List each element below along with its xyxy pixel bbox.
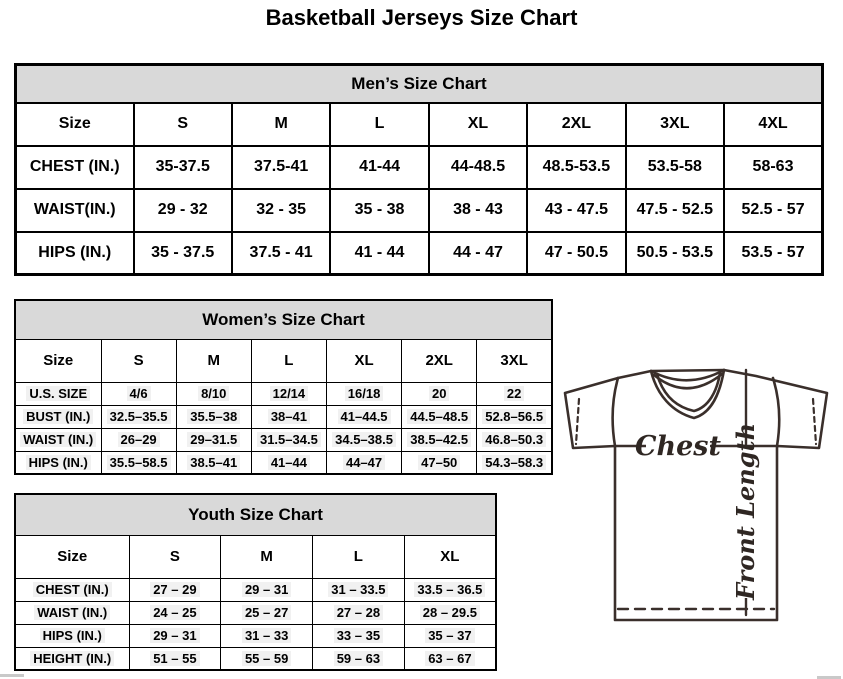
size-value: 59 – 63 [313, 647, 405, 670]
row-label: BUST (IN.) [15, 405, 101, 428]
table-row [15, 647, 496, 670]
youth-size-header-row [15, 535, 496, 578]
size-value: 44.5–48.5 [402, 405, 477, 428]
front-length-measurement-label: Front Length [731, 422, 760, 600]
size-value: 38.5–41 [176, 451, 251, 474]
size-value: 12/14 [251, 382, 326, 405]
size-value: 50.5 - 53.5 [626, 232, 724, 275]
column-header: 2XL [527, 103, 625, 146]
column-header: Size [15, 535, 129, 578]
size-value: 31.5–34.5 [251, 428, 326, 451]
size-value: 4/6 [101, 382, 176, 405]
size-value: 20 [402, 382, 477, 405]
size-value: 58-63 [724, 146, 822, 189]
size-value: 35-37.5 [134, 146, 232, 189]
column-header: S [101, 339, 176, 382]
column-header: 4XL [724, 103, 822, 146]
size-value: 24 – 25 [129, 601, 221, 624]
size-value: 47.5 - 52.5 [626, 189, 724, 232]
mens-chart-title: Men’s Size Chart [16, 65, 823, 103]
youth-chart-title: Youth Size Chart [15, 494, 496, 535]
column-header: XL [326, 339, 401, 382]
size-value: 37.5-41 [232, 146, 330, 189]
scrollbar-fragment-left[interactable] [0, 674, 24, 677]
column-header: XL [429, 103, 527, 146]
size-value: 38–41 [251, 405, 326, 428]
size-value: 29 – 31 [129, 624, 221, 647]
column-header: 3XL [477, 339, 552, 382]
jersey-outline-icon [560, 362, 843, 662]
table-row [15, 428, 552, 451]
size-value: 35 – 37 [404, 624, 496, 647]
size-value: 46.8–50.3 [477, 428, 552, 451]
size-value: 27 – 28 [313, 601, 405, 624]
size-value: 33.5 – 36.5 [404, 578, 496, 601]
size-value: 28 – 29.5 [404, 601, 496, 624]
womens-chart-header-row [15, 300, 552, 339]
chest-measurement-label: Chest [635, 431, 721, 462]
mens-size-chart-table [14, 63, 824, 276]
size-value: 22 [477, 382, 552, 405]
column-header: S [134, 103, 232, 146]
table-row [15, 405, 552, 428]
column-header: Size [15, 339, 101, 382]
size-value: 25 – 27 [221, 601, 313, 624]
column-header: L [330, 103, 428, 146]
youth-chart-header-row [15, 494, 496, 535]
column-header: 3XL [626, 103, 724, 146]
table-row [16, 232, 823, 275]
size-value: 41 - 44 [330, 232, 428, 275]
size-value: 35 - 37.5 [134, 232, 232, 275]
size-value: 35.5–38 [176, 405, 251, 428]
size-value: 44–47 [326, 451, 401, 474]
youth-size-chart-table [14, 493, 497, 671]
row-label: WAIST (IN.) [15, 601, 129, 624]
column-header: L [313, 535, 405, 578]
size-value: 52.8–56.5 [477, 405, 552, 428]
column-header: M [176, 339, 251, 382]
size-value: 33 – 35 [313, 624, 405, 647]
size-value: 8/10 [176, 382, 251, 405]
size-value: 38.5–42.5 [402, 428, 477, 451]
mens-chart-header-row [16, 65, 823, 103]
size-value: 31 – 33.5 [313, 578, 405, 601]
size-value: 29 - 32 [134, 189, 232, 232]
column-header: M [232, 103, 330, 146]
size-value: 63 – 67 [404, 647, 496, 670]
size-value: 41-44 [330, 146, 428, 189]
size-value: 35 - 38 [330, 189, 428, 232]
row-label: WAIST (IN.) [15, 428, 101, 451]
table-row [15, 601, 496, 624]
column-header: Size [16, 103, 134, 146]
womens-chart-title: Women’s Size Chart [15, 300, 552, 339]
row-label: CHEST (IN.) [15, 578, 129, 601]
size-value: 44-48.5 [429, 146, 527, 189]
jersey-measurement-diagram [560, 362, 843, 662]
size-value: 47 - 50.5 [527, 232, 625, 275]
page-title: Basketball Jerseys Size Chart [265, 5, 578, 30]
column-header: S [129, 535, 221, 578]
size-value: 37.5 - 41 [232, 232, 330, 275]
womens-size-header-row [15, 339, 552, 382]
size-value: 55 – 59 [221, 647, 313, 670]
column-header: L [251, 339, 326, 382]
size-value: 41–44.5 [326, 405, 401, 428]
row-label: HIPS (IN.) [15, 624, 129, 647]
size-value: 48.5-53.5 [527, 146, 625, 189]
size-value: 35.5–58.5 [101, 451, 176, 474]
size-value: 16/18 [326, 382, 401, 405]
size-value: 43 - 47.5 [527, 189, 625, 232]
size-value: 29–31.5 [176, 428, 251, 451]
table-row [15, 624, 496, 647]
size-value: 54.3–58.3 [477, 451, 552, 474]
table-row [15, 578, 496, 601]
size-value: 38 - 43 [429, 189, 527, 232]
row-label: WAIST(IN.) [16, 189, 134, 232]
size-value: 31 – 33 [221, 624, 313, 647]
womens-size-chart-table [14, 299, 553, 475]
size-value: 52.5 - 57 [724, 189, 822, 232]
row-label: HEIGHT (IN.) [15, 647, 129, 670]
size-value: 53.5 - 57 [724, 232, 822, 275]
row-label: HIPS (IN.) [16, 232, 134, 275]
table-row [15, 451, 552, 474]
row-label: U.S. SIZE [15, 382, 101, 405]
size-value: 32 - 35 [232, 189, 330, 232]
row-label: CHEST (IN.) [16, 146, 134, 189]
table-row [16, 146, 823, 189]
size-value: 47–50 [402, 451, 477, 474]
table-row [15, 382, 552, 405]
column-header: M [221, 535, 313, 578]
size-value: 32.5–35.5 [101, 405, 176, 428]
mens-size-header-row [16, 103, 823, 146]
size-value: 53.5-58 [626, 146, 724, 189]
size-value: 51 – 55 [129, 647, 221, 670]
row-label: HIPS (IN.) [15, 451, 101, 474]
size-value: 41–44 [251, 451, 326, 474]
table-row [16, 189, 823, 232]
size-value: 27 – 29 [129, 578, 221, 601]
size-value: 29 – 31 [221, 578, 313, 601]
size-value: 34.5–38.5 [326, 428, 401, 451]
size-value: 44 - 47 [429, 232, 527, 275]
size-value: 26–29 [101, 428, 176, 451]
column-header: XL [404, 535, 496, 578]
column-header: 2XL [402, 339, 477, 382]
